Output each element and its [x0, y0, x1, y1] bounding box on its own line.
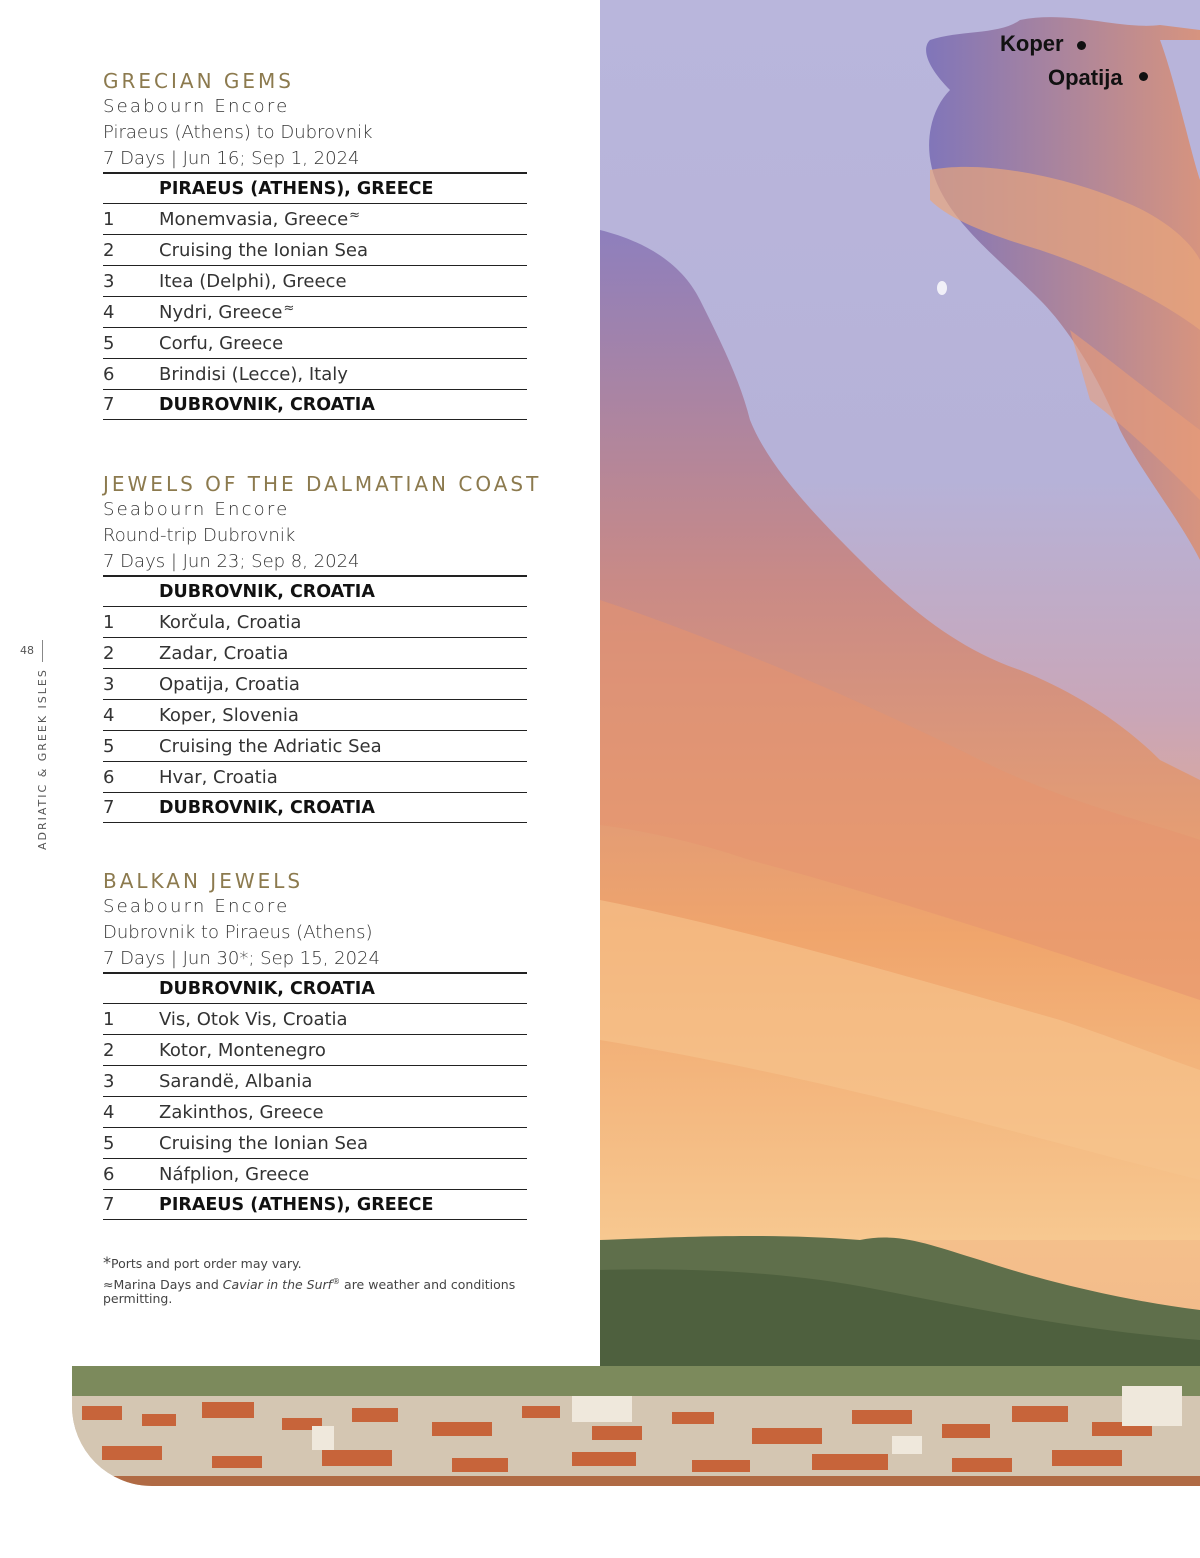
- itinerary-row: [103, 265, 527, 296]
- itinerary-port: DUBROVNIK, CROATIA: [159, 581, 375, 602]
- voyage-dates: 7 Days | Jun 30*; Sep 15, 2024: [103, 948, 380, 969]
- itinerary-day: 2: [103, 1039, 115, 1061]
- itinerary-row: [103, 637, 527, 668]
- itinerary-row: [103, 699, 527, 730]
- itinerary-day: 1: [103, 611, 115, 633]
- registered-mark: ®: [332, 1277, 341, 1286]
- itinerary-port: Náfplion, Greece: [159, 1163, 310, 1185]
- section-side-label: ADRIATIC & GREEK ISLES: [36, 668, 49, 850]
- footnote-ports: [103, 1253, 523, 1272]
- itinerary-row: [103, 792, 527, 823]
- itinerary-row: [103, 296, 527, 327]
- itinerary-table: [103, 172, 527, 420]
- itinerary-row: [103, 234, 527, 265]
- itinerary-port: DUBROVNIK, CROATIA: [159, 978, 375, 999]
- itinerary-port: Vis, Otok Vis, Croatia: [159, 1008, 348, 1030]
- itinerary-port: Zadar, Croatia: [159, 642, 289, 664]
- itinerary-day: 4: [103, 301, 115, 323]
- itinerary-row: [103, 730, 527, 761]
- itinerary-day: 2: [103, 642, 115, 664]
- itinerary-day: 7: [103, 1194, 115, 1215]
- map-label-opatija: Opatija: [1048, 65, 1123, 90]
- voyage-title: GRECIAN GEMS: [103, 69, 294, 93]
- voyage-jewels-of-the-dalmatian-coast: [103, 471, 542, 823]
- itinerary-day: 1: [103, 208, 115, 230]
- map-marker-opatija: [1139, 72, 1148, 81]
- itinerary-day: 3: [103, 270, 115, 292]
- page-number: 48: [20, 644, 34, 657]
- voyage-title: BALKAN JEWELS: [103, 869, 304, 893]
- itinerary-row: [103, 972, 527, 1003]
- footnotes: [103, 1253, 523, 1307]
- itinerary-port: Hvar, Croatia: [159, 766, 278, 788]
- itinerary-row: [103, 575, 527, 606]
- itinerary-port: Cruising the Adriatic Sea: [159, 735, 382, 757]
- caviar-in-the-surf-text: Caviar in the Surf: [222, 1277, 333, 1293]
- itinerary-day: 7: [103, 394, 115, 415]
- map-label-koper: Koper: [1000, 31, 1064, 56]
- itinerary-port: Koper, Slovenia: [159, 704, 299, 726]
- itinerary-row: [103, 1065, 527, 1096]
- itinerary-day: 1: [103, 1008, 115, 1030]
- voyage-dates: 7 Days | Jun 16; Sep 1, 2024: [103, 148, 360, 169]
- itinerary-row: [103, 1127, 527, 1158]
- itinerary-day: 5: [103, 735, 115, 757]
- sunset-map-photo: [600, 0, 1200, 1370]
- itinerary-port: Zakinthos, Greece: [159, 1101, 324, 1123]
- itinerary-row: [103, 606, 527, 637]
- voyage-ship: Seabourn Encore: [103, 499, 290, 520]
- itinerary-port: Opatija, Croatia: [159, 673, 300, 695]
- itinerary-row: [103, 1158, 527, 1189]
- itinerary-row: [103, 1003, 527, 1034]
- itinerary-row: [103, 172, 527, 203]
- itinerary-row: [103, 327, 527, 358]
- itinerary-port: Sarandë, Albania: [159, 1070, 313, 1092]
- voyage-dates: 7 Days | Jun 23; Sep 8, 2024: [103, 551, 360, 572]
- itinerary-port: Korčula, Croatia: [159, 611, 302, 633]
- itinerary-table: [103, 972, 527, 1220]
- itinerary-port: Monemvasia, Greece: [159, 209, 349, 230]
- footnote-marina: [103, 1275, 523, 1306]
- itinerary-port: PIRAEUS (ATHENS), GREECE: [159, 178, 434, 199]
- itinerary-day: 6: [103, 1163, 115, 1185]
- itinerary-port: Nydri, Greece: [159, 302, 283, 323]
- itinerary-port: DUBROVNIK, CROATIA: [159, 394, 375, 415]
- itinerary-port: DUBROVNIK, CROATIA: [159, 797, 375, 818]
- itinerary-row: [103, 1189, 527, 1220]
- itinerary-row: [103, 668, 527, 699]
- voyage-balkan-jewels: [103, 868, 527, 1220]
- itinerary-port: Kotor, Montenegro: [159, 1039, 326, 1061]
- itinerary-port: Cruising the Ionian Sea: [159, 239, 368, 261]
- voyage-grecian-gems: [103, 68, 527, 420]
- itinerary-row: [103, 389, 527, 420]
- voyage-ship: Seabourn Encore: [103, 896, 290, 917]
- itinerary-table: [103, 575, 527, 823]
- itinerary-day: 7: [103, 797, 115, 818]
- marina-day-icon: ≈: [349, 208, 361, 223]
- voyage-route: Round-trip Dubrovnik: [103, 525, 296, 546]
- marina-day-icon: ≈: [283, 301, 295, 316]
- itinerary-row: [103, 358, 527, 389]
- itinerary-row: [103, 1096, 527, 1127]
- itinerary-port: Brindisi (Lecce), Italy: [159, 363, 348, 385]
- voyage-ship: Seabourn Encore: [103, 96, 290, 117]
- footnote-marina-text-end: are weather and conditions permitting.: [103, 1277, 516, 1307]
- itinerary-day: 3: [103, 673, 115, 695]
- itinerary-day: 3: [103, 1070, 115, 1092]
- itinerary-day: 5: [103, 332, 115, 354]
- footnote-marina-text: Marina Days and: [113, 1277, 223, 1293]
- itinerary-day: 4: [103, 704, 115, 726]
- itinerary-day: 4: [103, 1101, 115, 1123]
- itinerary-row: [103, 1034, 527, 1065]
- voyage-title: JEWELS OF THE DALMATIAN COAST: [103, 472, 542, 496]
- asterisk-symbol: *: [103, 1253, 111, 1272]
- itinerary-row: [103, 761, 527, 792]
- map-marker-koper: [1077, 41, 1086, 50]
- itinerary-port: PIRAEUS (ATHENS), GREECE: [159, 1194, 434, 1215]
- itinerary-day: 5: [103, 1132, 115, 1154]
- itinerary-port: Cruising the Ionian Sea: [159, 1132, 368, 1154]
- itinerary-day: 6: [103, 766, 115, 788]
- itinerary-day: 6: [103, 363, 115, 385]
- marina-day-icon: ≈: [103, 1277, 114, 1293]
- itinerary-day: 2: [103, 239, 115, 261]
- itinerary-port: Corfu, Greece: [159, 332, 284, 354]
- itinerary-port: Itea (Delphi), Greece: [159, 270, 347, 292]
- dubrovnik-rooftops-photo: [72, 1366, 1200, 1486]
- voyage-route: Dubrovnik to Piraeus (Athens): [103, 922, 373, 943]
- footnote-ports-text: Ports and port order may vary.: [111, 1256, 302, 1271]
- coastline-map-graphic: [600, 0, 1200, 1370]
- itinerary-row: [103, 203, 527, 234]
- voyage-route: Piraeus (Athens) to Dubrovnik: [103, 122, 373, 143]
- page-number-divider: [42, 640, 43, 662]
